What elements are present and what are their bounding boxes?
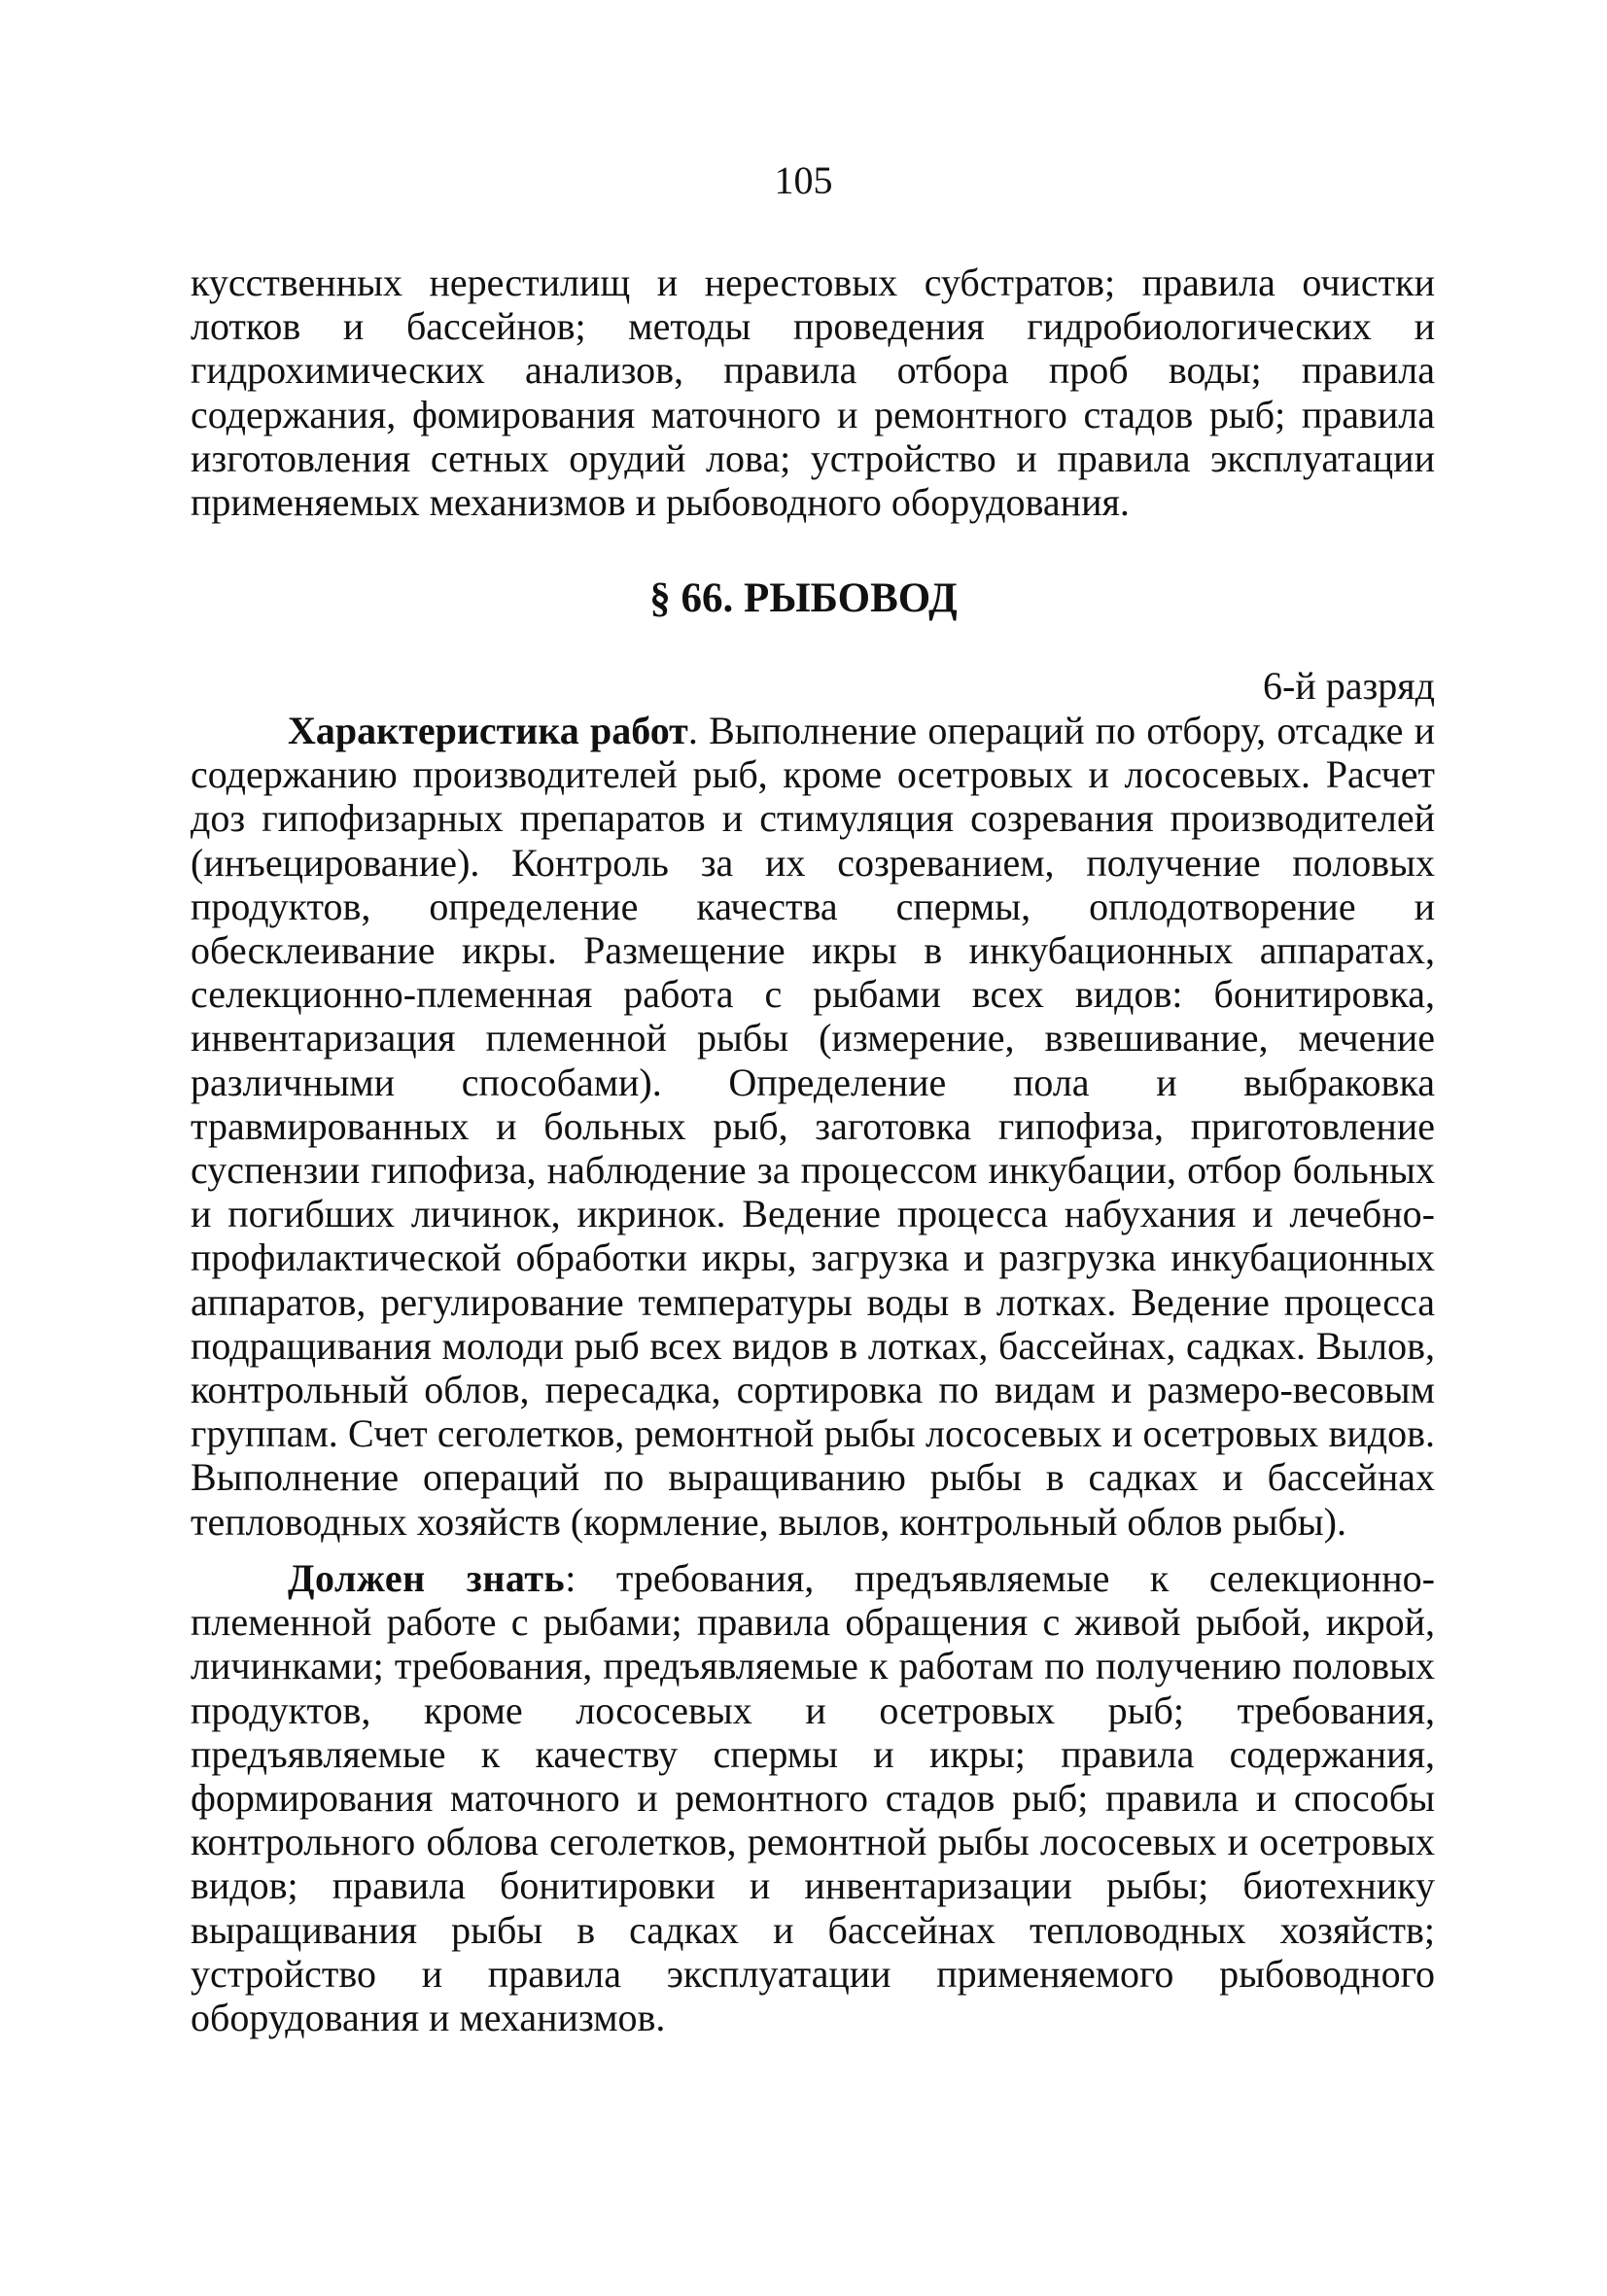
- must-know-content: [191, 1556, 1435, 2039]
- must-know-paragraph: [191, 1556, 1435, 2039]
- must-know-text: : требования, предъявляемые к селекционно-племенной работе с рыбами; правила обращения с живой рыбой, икрой, личинками; требования, предъявляемые к работам по получению половых продуктов, кроме лососевых и осетровых рыб; требования, предъявляемые к качеству спермы и икры; правила содержания, формирования маточного и ремонтного стадов рыб; правила и способы контрольного облова сеголетков, ремонтной рыбы лососевых и осетровых видов; правила бонитировки и инвентаризации рыбы; биотехнику выращивания рыбы в садках и бассейнах тепловодных хозяйств; устройство и правила эксплуатации применяемого рыбоводного оборудования и механизмов.: [191, 1556, 1436, 2040]
- section-title: § 66. РЫБОВОД: [649, 575, 958, 621]
- page-number: 105: [774, 158, 833, 202]
- characteristics-content: [191, 709, 1435, 1544]
- characteristics-text: . Выполнение операций по отбору, отсадке и содержанию производителей рыб, кроме осетровых и лососевых. Расчет доз гипофизарных препаратов и стимуляция созревания производителей (инъецирование). Контроль за их созреванием, получение половых продуктов, определение качества спермы, оплодотворение и обесклеивание икры. Размещение икры в инкубационных аппаратах, селекционно-племенная работа с рыбами всех видов: бонитировка, инвентаризация племенной рыбы (измерение, взвешивание, мечение различными способами). Определение пола и выбраковка травмированных и больных рыб, заготовка гипофиза, приготовление суспензии гипофиза, наблюдение за процессом инкубации, отбор больных и погибших личинок, икринок. Ведение процесса набухания и лечебно-профилактической обработки икры, загрузка и разгрузка инкубационных аппаратов, регулирование температуры воды в лотках. Ведение процесса подращивания молоди рыб всех видов в лотках, бассейнах, садках. Вылов, контрольный облов, пересадка, сортировка по видам и размеро-весовым группам. Счет сеголетков, ремонтной рыбы лососевых и осетровых видов. Выполнение операций по выращиванию рыбы в садках и бассейнах тепловодных хозяйств (кормление, вылов, контрольный облов рыбы).: [191, 709, 1436, 1544]
- must-know-label: Должен знать: [288, 1556, 566, 1600]
- rank-label: 6-й разряд: [1262, 664, 1435, 708]
- continuation-paragraph: [191, 261, 1435, 524]
- characteristics-label: Характеристика работ: [288, 709, 688, 752]
- characteristics-paragraph: [191, 709, 1435, 1544]
- continuation-text: кусственных нерестилищ и нерестовых субстратов; правила очистки лотков и бассейнов; методы проведения гидробиологических и гидрохимических анализов, правила отбора проб воды; правила содержания, фомирования маточного и ремонтного стадов рыб; правила изготовления сетных орудий лова; устройство и правила эксплуатации применяемых механизмов и рыбоводного оборудования.: [191, 261, 1435, 525]
